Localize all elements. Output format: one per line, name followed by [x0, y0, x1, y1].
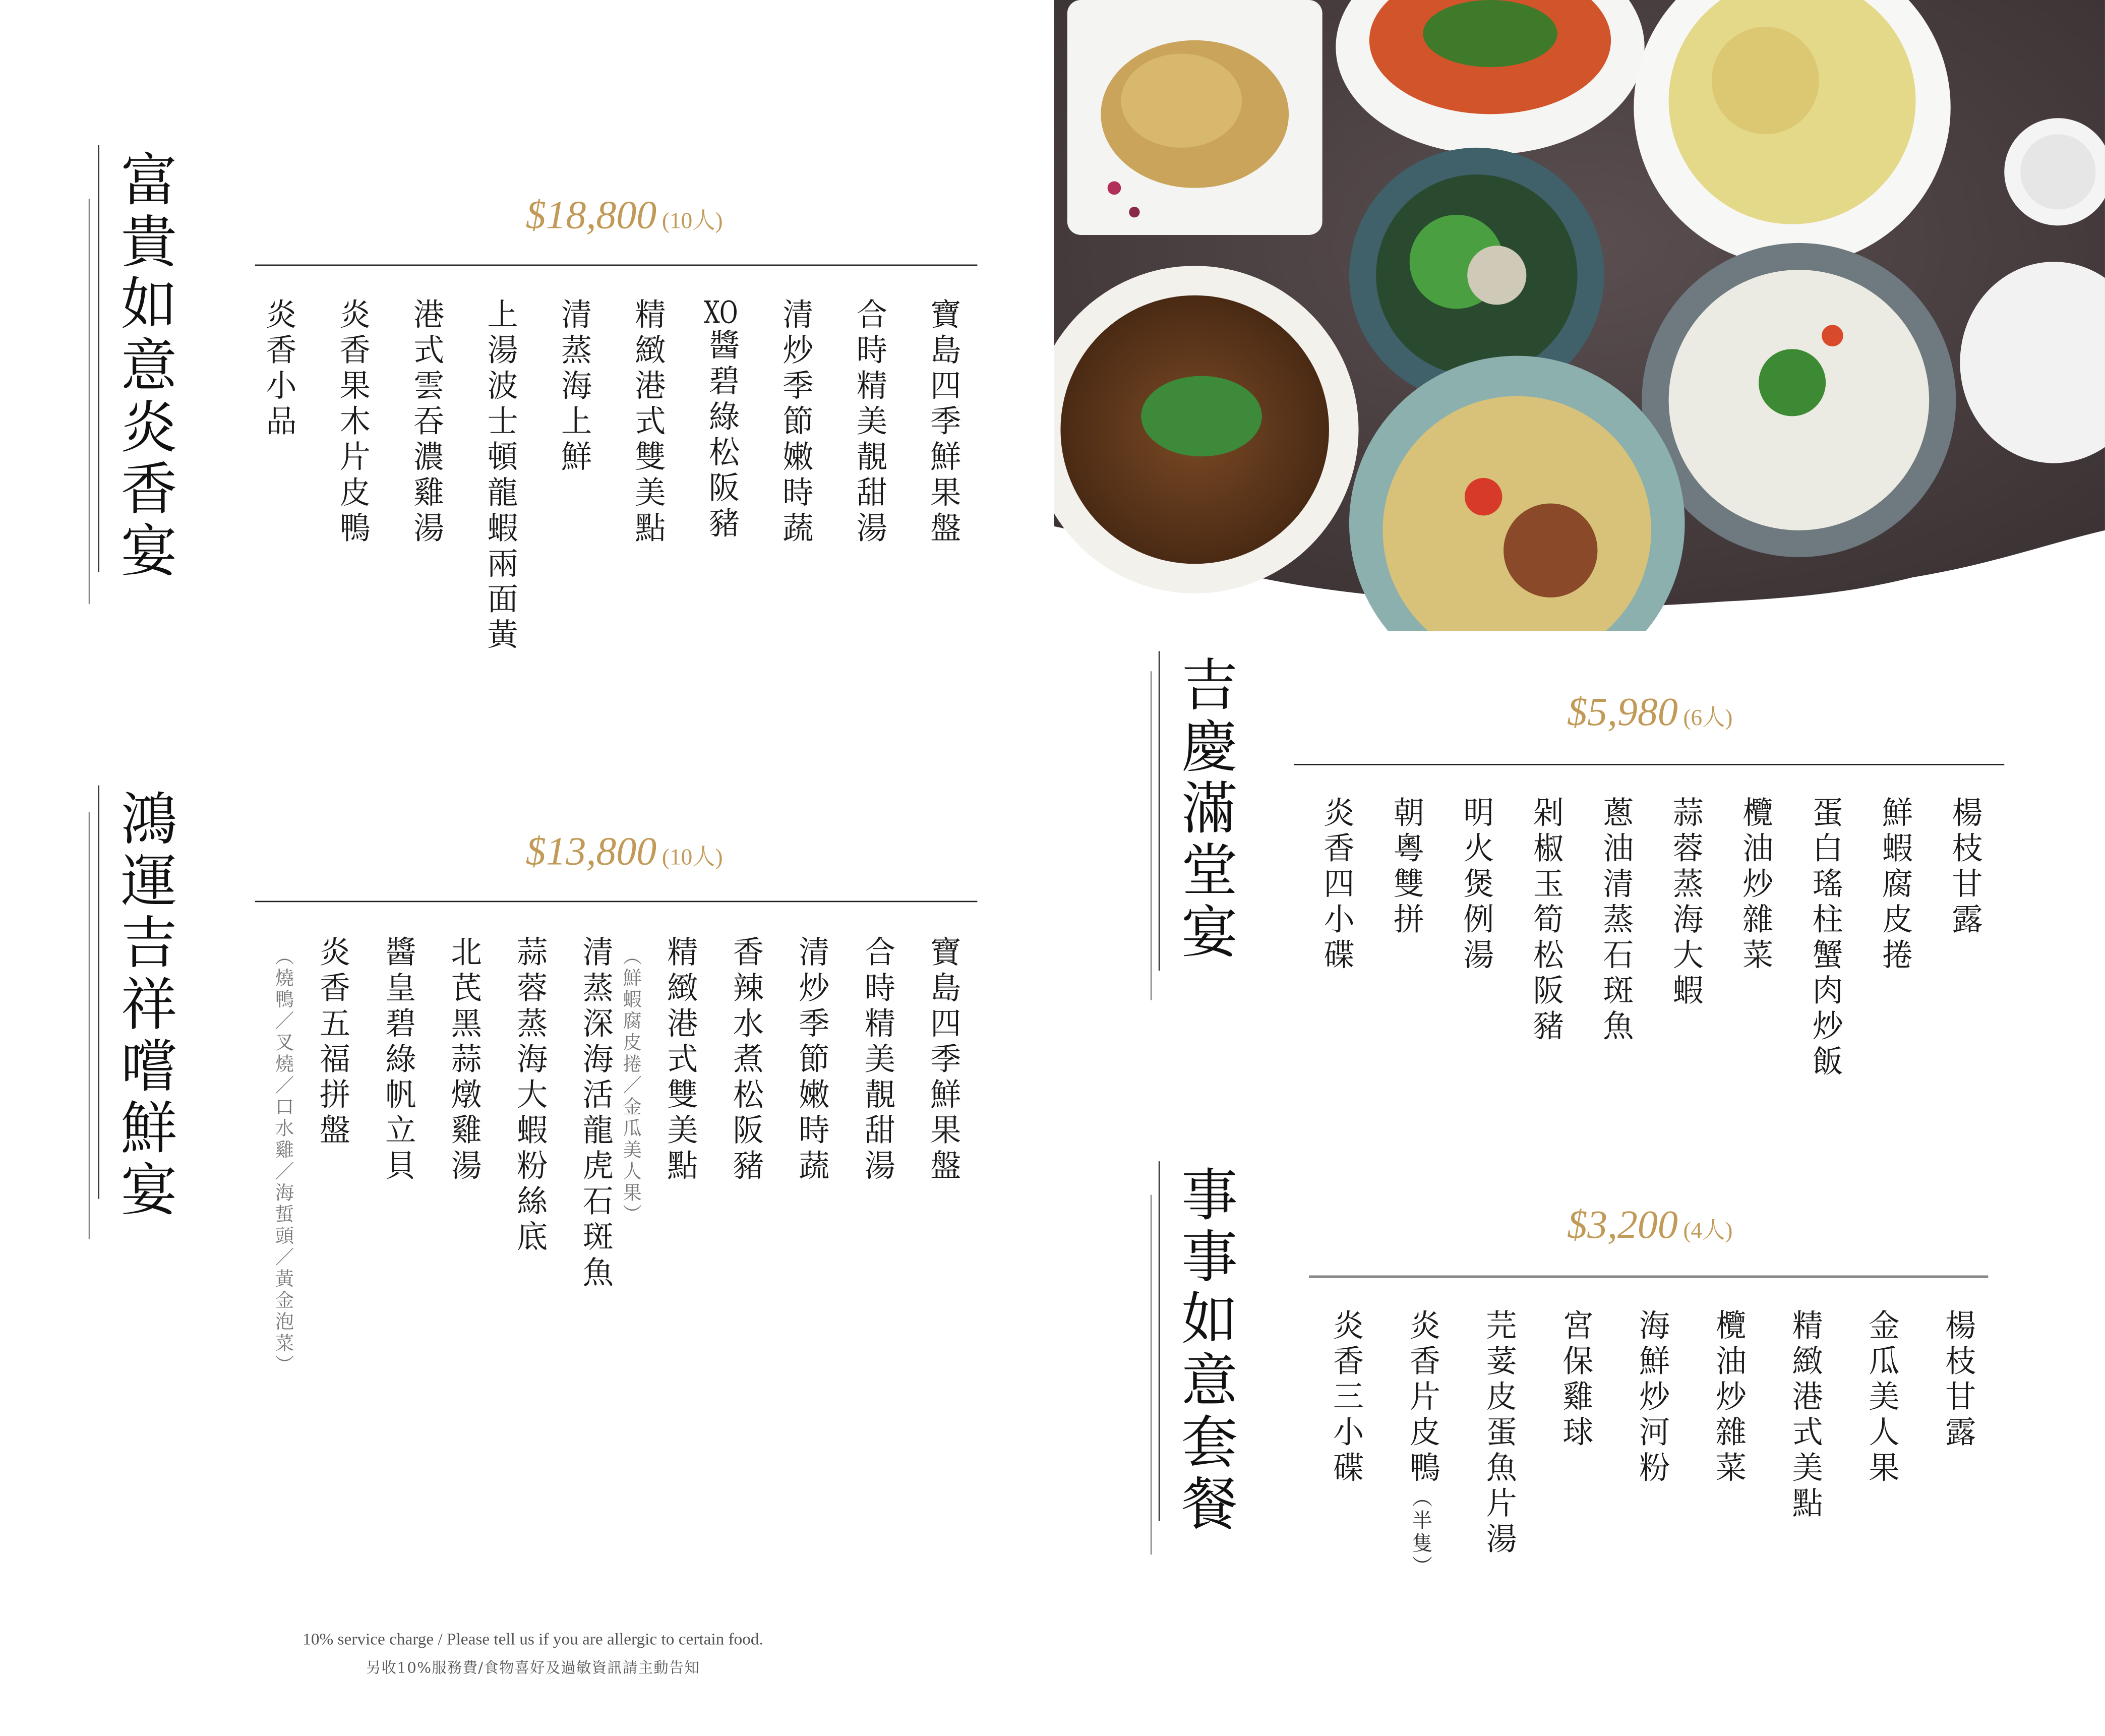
dish-item [778, 298, 811, 547]
dish-item [513, 936, 545, 1256]
dish-name: 芫荽皮蛋魚片湯 [1480, 1309, 1516, 1558]
dish-name: 清炒季節嫩時蔬 [793, 935, 828, 1185]
price-rule [1294, 764, 2005, 765]
dish-item [1712, 1309, 1744, 1487]
dish-name: 北芪黑蒜燉雞湯 [445, 935, 481, 1185]
dish-name: 欖油炒雜菜 [1737, 796, 1772, 974]
dish-list [1319, 796, 1980, 1081]
dish-item [631, 298, 663, 547]
dish-name: 金瓜美人果 [1863, 1309, 1898, 1487]
dish-name: 剁椒玉筍松阪豬 [1528, 796, 1563, 1045]
set-menu-price [1567, 690, 1732, 736]
set-menu-title: 鴻運吉祥嚐鮮宴 [112, 789, 179, 1222]
dish-name: 楊枝甘露 [1940, 1309, 1975, 1452]
dish-item [381, 936, 413, 1185]
dish-name: 精緻港式美點 [1786, 1309, 1822, 1523]
dish-name: 蒜蓉蒸海大蝦粉絲底 [511, 935, 547, 1256]
price-amount: $13,800 [525, 829, 657, 874]
title-divider-line [1159, 651, 1160, 971]
title-divider-line [89, 812, 90, 1239]
dish-item [484, 298, 516, 654]
dish-name: 寶島四季鮮果盤 [925, 298, 960, 548]
dish-item [1406, 1309, 1438, 1578]
dish-item [447, 936, 479, 1185]
dish-name: 清蒸海上鮮 [556, 298, 591, 476]
dish-item [853, 298, 885, 547]
dish-portion-note: （半隻） [1409, 1486, 1434, 1578]
price-amount: $5,980 [1567, 690, 1678, 735]
dish-item [409, 298, 442, 547]
dish-name: 炎香五福拼盤 [314, 935, 349, 1150]
dish-item [579, 936, 611, 1292]
dish-item [1948, 796, 1980, 938]
price-rule [255, 901, 977, 903]
dish-name: 朝粵雙拼 [1388, 796, 1423, 939]
dish-item [926, 298, 958, 547]
dish-item [1529, 796, 1561, 1045]
dish-item [1788, 1309, 1821, 1522]
bowl-fish-congee [1642, 243, 1956, 557]
dish-name: 炎香四小碟 [1318, 796, 1353, 974]
dish-name: 蛋白瑤柱蟹肉炒飯 [1807, 796, 1842, 1081]
dish-name: 寶島四季鮮果盤 [925, 935, 960, 1185]
title-divider-line [89, 199, 90, 604]
dish-name: 海鮮炒河粉 [1634, 1309, 1669, 1487]
dish-item [1390, 796, 1422, 938]
dish-item [795, 936, 827, 1185]
dish-name: 上湯波士頓龍蝦兩面黃 [482, 298, 517, 654]
dish-name: 清炒季節嫩時蔬 [777, 298, 812, 548]
dish-name: 炎香三小碟 [1328, 1309, 1363, 1487]
dish-name: 宮保雞球 [1557, 1309, 1592, 1452]
title-divider-line [1151, 1195, 1152, 1555]
dish-name: 鮮蝦腐皮捲 [1877, 796, 1912, 974]
dish-contents-note: （燒鴨／叉燒／口水雞／海蜇頭／黃金泡菜） [272, 946, 294, 1376]
dish-item [316, 936, 348, 1149]
dish-item [1482, 1309, 1515, 1558]
title-divider-line [98, 145, 99, 572]
set-menu-price [526, 193, 723, 239]
dish-item [1558, 1309, 1591, 1451]
dish-item [1865, 1309, 1897, 1487]
dish-list [1329, 1309, 1973, 1578]
dish-item [1635, 1309, 1667, 1487]
set-menu-title: 富貴如意炎香宴 [112, 150, 179, 583]
dish-name: 炎香片皮鴨 [1404, 1309, 1439, 1487]
dish-name: 合時精美靚甜湯 [859, 935, 894, 1185]
dish-name: 明火煲例湯 [1458, 796, 1493, 974]
dish-item [926, 936, 958, 1185]
dish-item [262, 298, 294, 440]
dish-name: 醬碧綠松阪豬 [703, 329, 739, 543]
dish-name: 蒜蓉蒸海大蝦 [1667, 796, 1703, 1010]
dish-name: 醬皇碧綠帆立貝 [380, 935, 415, 1185]
dish-list [262, 298, 958, 654]
dish-name: 精緻港式雙美點 [661, 935, 697, 1185]
dish-name: 炎香小品 [260, 298, 295, 441]
service-charge-note-english: 10% service charge / Please tell us if you are allergic to certain food. [303, 1630, 763, 1649]
title-divider-line [1151, 671, 1152, 1000]
dish-item [1329, 1309, 1361, 1487]
service-charge-note-chinese: 另收10%服務費/食物喜好及過敏資訊請主動告知 [366, 1659, 700, 1677]
dish-item [1878, 796, 1910, 974]
price-rule [1309, 1275, 1988, 1278]
dish-contents-note: （鮮蝦腐皮捲／金瓜美人果） [620, 946, 642, 1226]
dish-item [729, 936, 761, 1185]
dish-item [1319, 796, 1352, 974]
plate-fried-tofu [1067, 0, 1322, 235]
set-menu-price [1567, 1203, 1732, 1249]
dish-item [557, 298, 589, 476]
dish-item [336, 298, 368, 547]
dish-name: 炎香果木片皮鴨 [334, 298, 370, 548]
dish-item [1599, 796, 1631, 1045]
dish-name: 香辣水煮松阪豬 [728, 935, 763, 1185]
dish-item [1459, 796, 1491, 974]
dish-name: 合時精美靚甜湯 [851, 298, 886, 548]
dish-name: 港式雲吞濃雞湯 [408, 298, 443, 548]
dish-item [663, 936, 695, 1185]
dish-name-latin: XO [704, 298, 738, 329]
dish-name: 精緻港式雙美點 [629, 298, 665, 548]
set-menu-title: 事事如意套餐 [1173, 1165, 1239, 1536]
title-divider-line [1159, 1161, 1160, 1521]
price-people: (6人) [1683, 704, 1733, 731]
dish-name: 蔥油清蒸石斑魚 [1597, 796, 1633, 1045]
dish-name: 欖油炒雜菜 [1710, 1309, 1746, 1487]
price-people: (10人) [661, 208, 723, 234]
dish-item [1809, 796, 1841, 1081]
dish-item [1941, 1309, 1973, 1451]
set-menu-title: 吉慶滿堂宴 [1173, 655, 1239, 964]
price-amount: $3,200 [1567, 1203, 1678, 1247]
set-menu-price [526, 829, 723, 875]
price-people: (10人) [661, 844, 723, 870]
price-amount: $18,800 [525, 193, 657, 238]
food-photo [1054, 0, 2105, 631]
dish-name: 楊枝甘露 [1946, 796, 1981, 939]
title-divider-line [98, 786, 99, 1199]
price-rule [255, 265, 977, 266]
price-people: (4人) [1683, 1217, 1733, 1243]
dish-list [272, 935, 960, 1376]
dish-item [1669, 796, 1701, 1009]
dish-item [1738, 796, 1771, 974]
dish-item [705, 298, 737, 543]
dish-name: 清蒸深海活龍虎石斑魚 [577, 935, 613, 1292]
dish-item [861, 936, 893, 1185]
